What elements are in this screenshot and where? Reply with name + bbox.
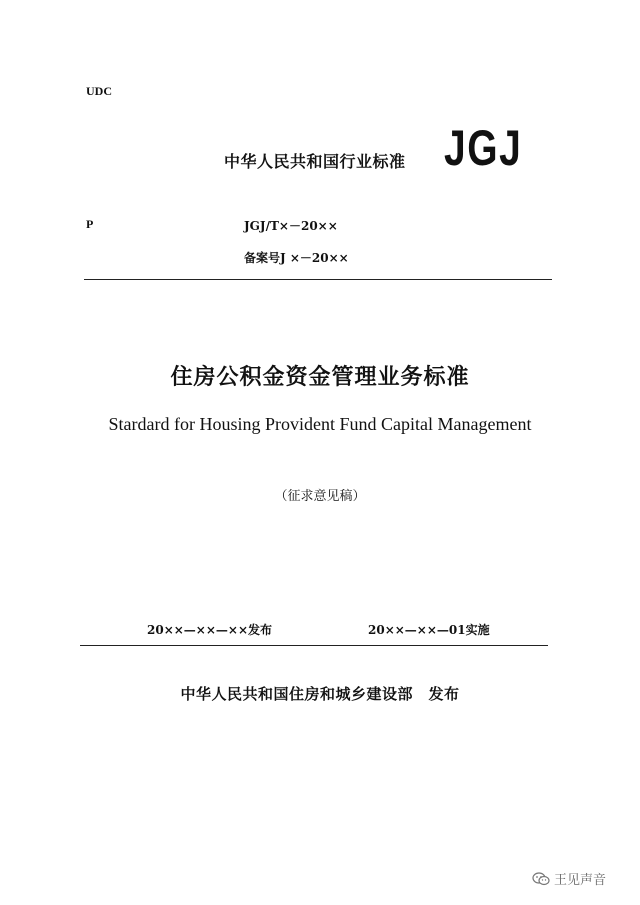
issue-date: 20××—××—××发布 xyxy=(147,623,273,637)
standard-number: JGJ/T×－20×× xyxy=(244,219,338,233)
document-title-chinese: 住房公积金资金管理业务标准 xyxy=(170,364,470,390)
ministry-standard-heading: 中华人民共和国行业标准 xyxy=(224,152,406,171)
watermark xyxy=(532,869,606,888)
bottom-divider xyxy=(80,645,548,646)
top-divider xyxy=(84,279,552,280)
draft-note: （征求意见稿） xyxy=(274,489,366,504)
classification-code: P xyxy=(86,217,94,231)
record-number: 备案号J ×－20×× xyxy=(244,251,349,265)
jgj-logo: JGJ xyxy=(444,120,523,176)
udc-label: UDC xyxy=(86,84,112,98)
publisher-line: 中华人民共和国住房和城乡建设部 发布 xyxy=(180,685,460,703)
implementation-date: 20××—××—01实施 xyxy=(368,623,490,637)
watermark-text: 王见声音 xyxy=(554,873,607,888)
document-title-english: Stardard for Housing Provident Fund Capital Management xyxy=(108,414,532,434)
wechat-icon xyxy=(532,872,550,886)
